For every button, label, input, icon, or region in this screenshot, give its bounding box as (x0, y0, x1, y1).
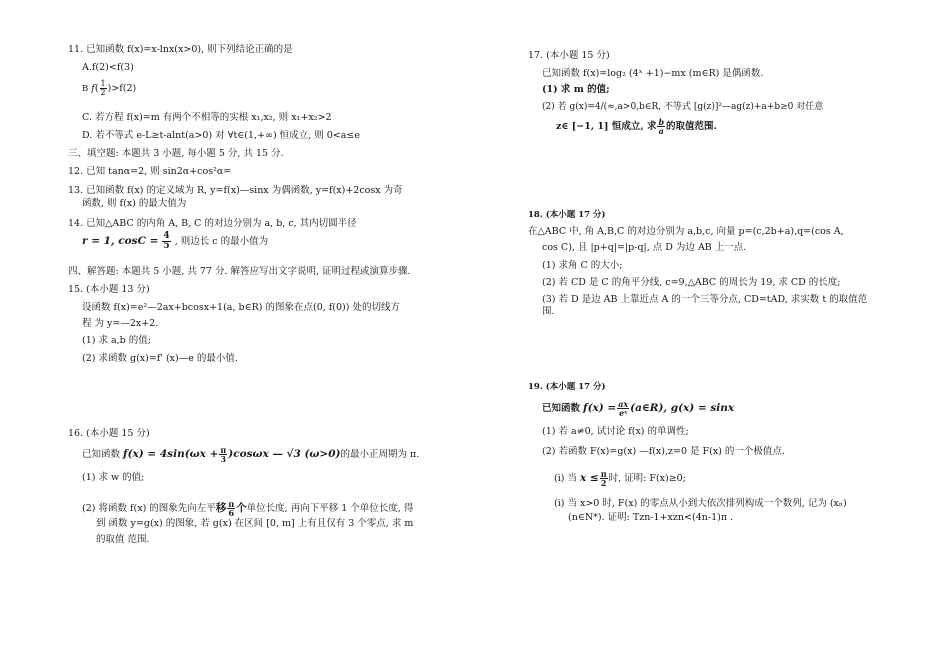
q16-line1 (68, 446, 419, 463)
q19-part1: (1) 若 a≠0, 试讨论 f(x) 的单调性; (542, 426, 689, 437)
q11-option-b-f: f (91, 83, 95, 94)
q16-part2-move: 移 (215, 502, 227, 514)
q11-option-b-label: B (82, 84, 89, 94)
q18-line1: 在△ABC 中, 角 A,B,C 的对边分别为 a,b,c, 向量 p=(c,2b+a),q=(cos A, (528, 226, 844, 237)
q15-part2: (2) 求函数 g(x)=f' (x)—e 的最小值. (82, 353, 238, 364)
q14-line2 (68, 232, 268, 251)
q19-part2-i-pre: (i) 当 (554, 473, 577, 484)
q14-line1: 14. 已知△ABC 的内角 A, B, C 的对边分别为 a, b, c, 其内切圆半径 (68, 218, 357, 229)
q15-line2: 程 为 y=—2x+2. (82, 318, 159, 329)
q17-part2-line2-rest: 的取值范围. (666, 121, 717, 132)
q19-part2-i-rest: 时, 证明: F(x)≥0; (608, 473, 686, 484)
q16-part2-line2: 到 函数 y=g(x) 的图象, 若 g(x) 在区间 [0, m] 上有且仅有 3 个零点, 求 m (96, 518, 414, 529)
q19-line1-math: f(x) = (583, 402, 617, 414)
q16-head: 16. (本小题 15 分) (68, 428, 150, 439)
q19-fraction: $\frac{ax}{\text{eˣ}}$ (618, 399, 629, 418)
q16-part2-line3: 的取值 范围. (96, 534, 150, 545)
q11-option-b: B f( $\frac{1}{2}$ )>f(2) (82, 79, 137, 97)
q15-head: 15. (本小题 13 分) (68, 284, 150, 295)
q14-rest: , 则边长 c 的最小值为 (174, 236, 269, 247)
q14-fraction: $\frac{4}{5}$ (163, 231, 170, 251)
q16-line1-math2: )cosωx — √3 (ω>0) (228, 448, 341, 460)
q19-part2-i-math: x ≤ (580, 472, 599, 484)
q17-fraction: $\frac{b}{a}$ (658, 117, 665, 136)
q16-line1-fraction: $\frac{\pi}{3}$ (220, 445, 227, 464)
q17-part1: (1) 求 m 的值; (542, 84, 610, 95)
q18-line2: cos C), 且 |p+q|=|p-q|, 点 D 为边 AB 上一点. (542, 242, 747, 253)
q19-head: 19. (本小题 17 分) (528, 382, 606, 392)
q16-line1-rest: 的最小正周期为 π. (340, 449, 420, 460)
q19-part2-ii-line2: (n∈N*). 证明: Tzn-1+xzn<(4n-1)π . (568, 512, 734, 523)
q16-part2-unit: 个 (236, 502, 247, 514)
q11-option-b-fraction: $\frac{1}{2}$ (100, 79, 106, 97)
q12: 12. 已知 tanα=2, 则 sin2α+cos²α= (68, 166, 232, 177)
q18-part3-line1: (3) 若 D 是边 AB 上靠近点 A 的一个三等分点, CD=tAD, 求实数 t 的取值范 (542, 294, 868, 305)
q14-math: r = 1, cosC = (82, 235, 159, 247)
q16-part2-fraction: $\frac{\pi}{6}$ (228, 499, 235, 518)
q11-option-c: C. 若方程 f(x)=m 有两个不相等的实根 x₁,x₂, 则 x₁+x₂>2 (82, 112, 332, 123)
q17-line1: 已知函数 f(x)=log₂ (4ˣ +1)−mx (m∈R) 是偶函数. (542, 68, 764, 79)
q11-stem: 11. 已知函数 f(x)=x-lnx(x>0), 则下列结论正确的是 (68, 44, 293, 55)
q11-option-d: D. 若不等式 e-L≥t-alnt(a>0) 对 ∀t∈(1,+∞) 恒成立, 则 0<a≤e (82, 130, 360, 141)
q11-option-a: A.f(2)<f(3) (82, 62, 134, 73)
q11-option-b-rest: )>f(2) (107, 83, 137, 94)
q18-head: 18. (本小题 17 分) (528, 210, 606, 220)
q19-line1 (528, 400, 734, 417)
q17-head: 17. (本小题 15 分) (528, 50, 610, 61)
q19-line1-math2: (a∈R), g(x) = sinx (630, 402, 735, 414)
q15-line1: 设函数 f(x)=e²—2ax+bcosx+1(a, b∈R) 的图象在点(0, f(0)) 处的切线方 (82, 302, 400, 313)
q16-line1-pre: 已知函数 (82, 449, 121, 460)
q19-part2-i (528, 470, 686, 487)
q18-part3-line2: 围. (542, 306, 555, 317)
q16-part2-rest: 单位长度, 再向下平移 1 个单位长度, 得 (246, 503, 414, 514)
q15-part1: (1) 求 a,b 的值; (82, 335, 151, 346)
section-3-heading: 三、填空题: 本题共 3 小题, 每小题 5 分, 共 15 分. (68, 148, 284, 159)
q17-part2-line2-text: z∈ [−1, 1] 恒成立, 求 (556, 121, 657, 132)
q17-part2-line2 (528, 118, 717, 135)
q18-part2: (2) 若 CD 是 C 的角平分线, c=9,△ABC 的周长为 19, 求 CD 的长度; (542, 277, 841, 288)
q19-line1-pre: 已知函数 (542, 403, 581, 414)
q17-part2-line1: (2) 若 g(x)=4/(≈,a>0,b∈R, 不等式 [g(z)]²—ag(z)+a+b≥0 对任意 (542, 102, 824, 112)
q19-part2: (2) 若函数 F(x)=g(x) —f(x),z=0 是 F(x) 的一个极值点. (542, 446, 785, 457)
q19-part2-i-fraction: $\frac{\pi}{2}$ (600, 469, 607, 488)
q13-line2: 函数, 则 f(x) 的最大值为 (82, 198, 187, 209)
q16-line1-math: f(x) = 4sin(ωx + (123, 448, 219, 460)
q16-part2-pre: (2) 将函数 f(x) 的图象先向左平 (82, 503, 216, 514)
section-4-heading: 四、解答题: 本题共 5 小题, 共 77 分. 解答应写出文字说明, 证明过程或演算步骤. (68, 266, 411, 277)
q16-part2-line1 (68, 500, 413, 517)
q18-part1: (1) 求角 C 的大小; (542, 260, 623, 271)
q19-part2-ii-line1: (i) 当 x>0 时, F(x) 的零点从小到大依次排列构成一个数列, 记为 (xₙ) (554, 498, 847, 509)
q13-line1: 13. 已知函数 f(x) 的定义域为 R, y=f(x)—sinx 为偶函数, y=f(x)+2cosx 为奇 (68, 185, 403, 196)
q16-part1: (1) 求 w 的值; (82, 472, 145, 483)
